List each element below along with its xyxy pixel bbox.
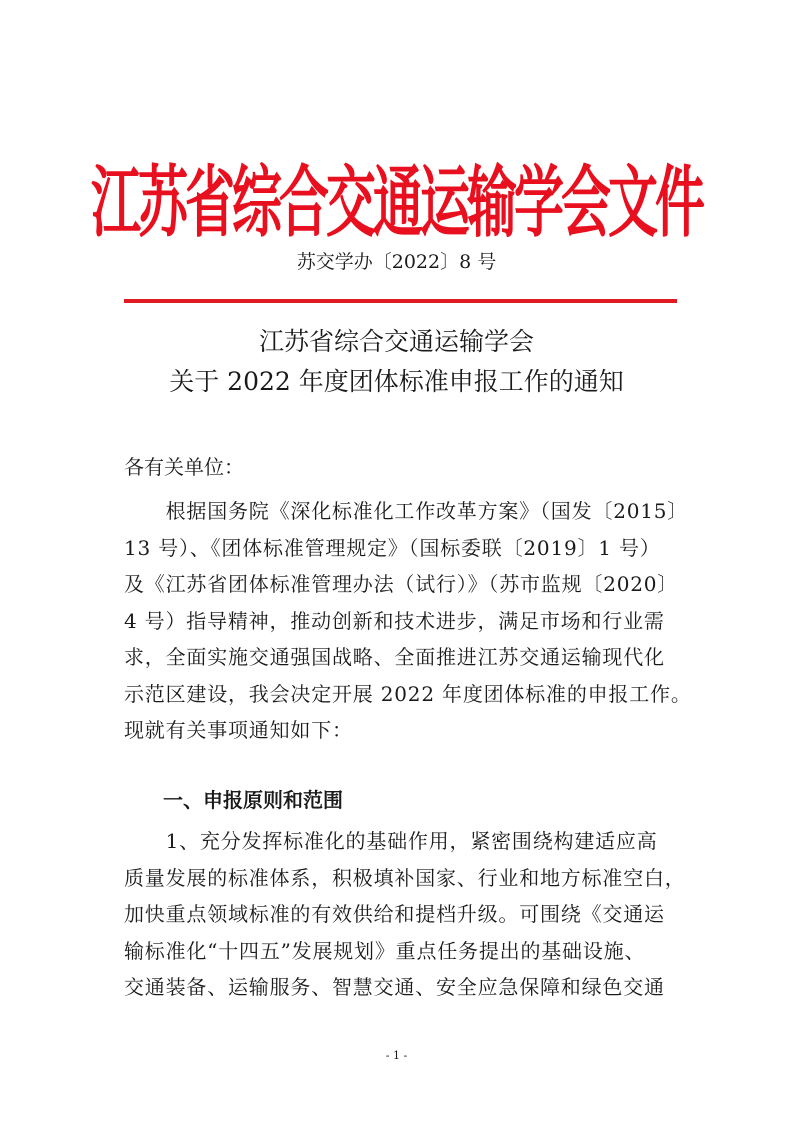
title-line-2: 关于 2022 年度团体标准申报工作的通知 bbox=[169, 367, 624, 396]
text-line: 1、充分发挥标准化的基础作用，紧密围绕构建适应高 bbox=[124, 829, 658, 853]
text-line: 及《江苏省团体标准管理办法（试行）》（苏市监规〔2020〕 bbox=[124, 572, 679, 596]
document-title bbox=[0, 322, 793, 402]
title-line-1: 江苏省综合交通运输学会 bbox=[258, 327, 534, 356]
text-line: 13 号）、《团体标准管理规定》（国标委联〔2019〕1 号） bbox=[124, 535, 661, 560]
document-header-title: 江苏省综合交通运输学会文件 bbox=[91, 155, 702, 248]
header-divider bbox=[124, 299, 677, 303]
text-line: 质量发展的标准体系，积极填补国家、行业和地方标准空白， bbox=[124, 865, 686, 890]
page-number: - 1 - bbox=[385, 1049, 408, 1062]
document-number: 苏交学办〔2022〕8 号 bbox=[296, 251, 497, 273]
paragraph-intro bbox=[124, 493, 692, 749]
salutation: 各有关单位： bbox=[124, 455, 244, 479]
text-line: 现就有关事项通知如下： bbox=[124, 718, 353, 742]
text-line: 交通装备、运输服务、智慧交通、安全应急保障和绿色交通 bbox=[124, 975, 665, 999]
text-line: 根据国务院《深化标准化工作改革方案》（国发〔2015〕 bbox=[124, 499, 689, 523]
text-line: 输标准化“十四五”发展规划》重点任务提出的基础设施、 bbox=[124, 938, 646, 963]
paragraph-section-1 bbox=[124, 823, 686, 1006]
text-line: 求，全面实施交通强国战略、全面推进江苏交通运输现代化 bbox=[124, 645, 665, 669]
text-line: 示范区建设，我会决定开展 2022 年度团体标准的申报工作。 bbox=[124, 681, 692, 706]
text-line: 4 号）指导精神，推动创新和技术进步，满足市场和行业需 bbox=[124, 608, 665, 633]
section-heading: 一、申报原则和范围 bbox=[163, 788, 343, 812]
text-line: 加快重点领域标准的有效供给和提档升级。可围绕《交通运 bbox=[124, 902, 665, 926]
